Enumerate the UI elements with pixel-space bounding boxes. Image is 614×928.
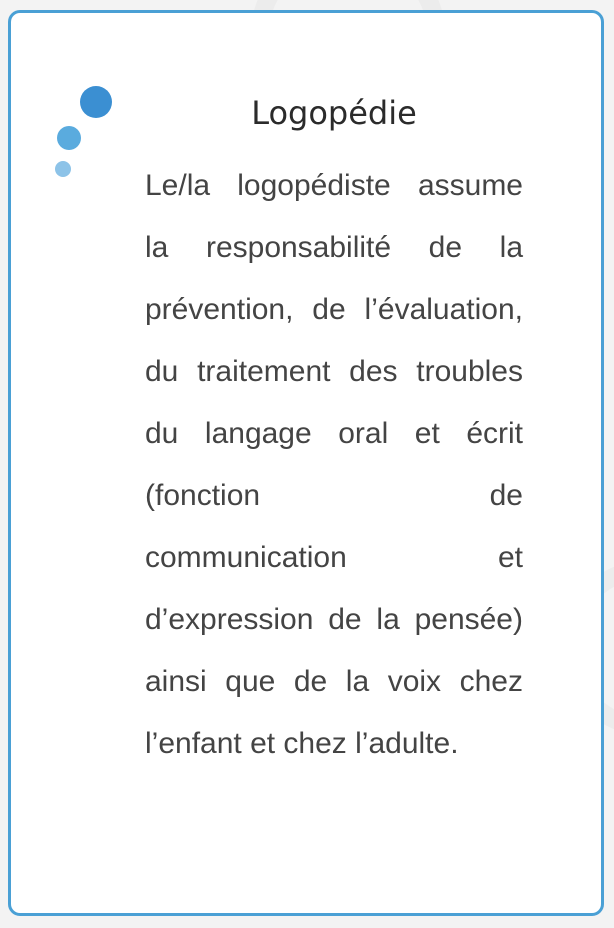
description-line: (fonction de	[145, 479, 523, 512]
description-line: l’enfant et chez l’adulte.	[145, 727, 459, 760]
card-title: Logopédie	[251, 94, 417, 132]
description-line: d’expression de la pensée)	[145, 603, 523, 636]
description-line: du traitement des troubles	[145, 355, 523, 388]
description-line: communication et	[145, 541, 523, 574]
dot-medium-icon	[57, 126, 81, 150]
description-line: prévention, de l’évaluation,	[145, 293, 523, 326]
description-line: la responsabilité de la	[145, 231, 523, 264]
dot-large-icon	[80, 86, 112, 118]
description-line: Le/la logopédiste assume	[145, 169, 523, 202]
description-line: ainsi que de la voix chez	[145, 665, 523, 698]
description-line: du langage oral et écrit	[145, 417, 523, 450]
dot-small-icon	[55, 161, 71, 177]
card-description	[145, 162, 523, 782]
